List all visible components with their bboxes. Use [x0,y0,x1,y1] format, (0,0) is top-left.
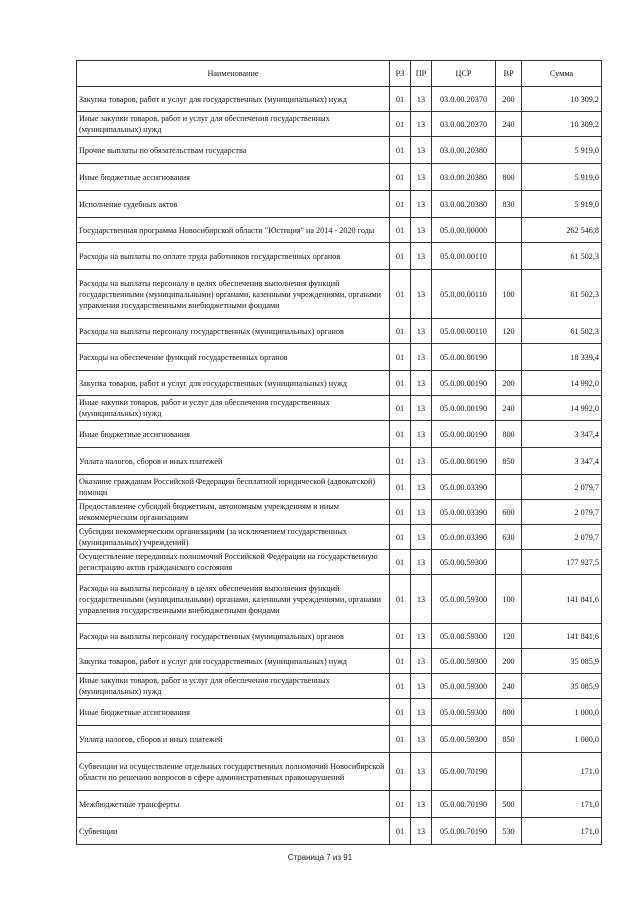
row-sum-cell: 2 079,7 [522,475,602,500]
row-sum-cell: 35 085,9 [522,674,602,699]
table-row [77,674,602,699]
row-vr-cell: 200 [496,371,522,396]
row-name-cell: Иные закупки товаров, работ и услуг для обеспечения государственных (муниципальных) нужд [77,112,390,137]
row-csr-cell: 03.0.00.20380 [432,191,496,218]
row-rz-cell: 01 [390,550,411,575]
row-sum-cell: 5 919,0 [522,164,602,191]
row-rz-cell: 01 [390,791,411,818]
table-header-row [77,61,602,87]
row-pr-cell: 13 [411,624,432,649]
row-csr-cell: 05.0.00.00110 [432,319,496,344]
row-name-cell: Расходы на обеспечение функций государственных органов [77,344,390,371]
row-pr-cell: 13 [411,448,432,475]
row-rz-cell: 01 [390,448,411,475]
row-name-cell: Осуществление переданных полномочий Российской Федерации на государственную регистрацию актов гражданского состояния [77,550,390,575]
row-pr-cell: 13 [411,753,432,791]
table-row [77,191,602,218]
row-name-cell: Государственная программа Новосибирской области "Юстиция" на 2014 - 2020 годы [77,218,390,243]
row-csr-cell: 05.0.00.70190 [432,753,496,791]
row-vr-cell [496,475,522,500]
row-csr-cell: 03.0.00.20380 [432,164,496,191]
row-rz-cell: 01 [390,699,411,726]
row-csr-cell: 03.0.00.20370 [432,112,496,137]
row-name-cell: Расходы на выплаты по оплате труда работников государственных органов [77,243,390,270]
table-row [77,500,602,525]
table-row [77,421,602,448]
row-sum-cell: 3 347,4 [522,448,602,475]
row-name-cell: Уплата налогов, сборов и иных платежей [77,448,390,475]
row-csr-cell: 03.0.00.20370 [432,87,496,112]
row-pr-cell: 13 [411,818,432,845]
table-row [77,649,602,674]
row-name-cell: Прочие выплаты по обязательствам государства [77,137,390,164]
row-rz-cell: 01 [390,525,411,550]
row-rz-cell: 01 [390,87,411,112]
table-row [77,396,602,421]
row-sum-cell: 262 546,8 [522,218,602,243]
row-sum-cell: 5 919,0 [522,137,602,164]
row-vr-cell: 240 [496,112,522,137]
row-csr-cell: 03.0.00.20380 [432,137,496,164]
row-name-cell: Межбюджетные трансферты [77,791,390,818]
row-pr-cell: 13 [411,371,432,396]
row-vr-cell: 600 [496,500,522,525]
row-vr-cell: 240 [496,674,522,699]
row-rz-cell: 01 [390,726,411,753]
row-pr-cell: 13 [411,500,432,525]
row-pr-cell: 13 [411,112,432,137]
row-name-cell: Иные бюджетные ассигнования [77,699,390,726]
row-name-cell: Субвенции [77,818,390,845]
table-row [77,699,602,726]
row-vr-cell [496,753,522,791]
row-pr-cell: 13 [411,87,432,112]
table-row [77,319,602,344]
row-pr-cell: 13 [411,791,432,818]
row-sum-cell: 2 079,7 [522,500,602,525]
row-csr-cell: 05.0.00.03390 [432,500,496,525]
row-sum-cell: 14 992,0 [522,371,602,396]
row-name-cell: Расходы на выплаты персоналу государственных (муниципальных) органов [77,319,390,344]
row-rz-cell: 01 [390,421,411,448]
row-name-cell: Закупка товаров, работ и услуг для государственных (муниципальных) нужд [77,649,390,674]
row-pr-cell: 13 [411,164,432,191]
table-row [77,818,602,845]
row-sum-cell: 10 309,2 [522,87,602,112]
row-pr-cell: 13 [411,674,432,699]
row-rz-cell: 01 [390,164,411,191]
header-pr: ПР [411,61,432,87]
row-sum-cell: 171,0 [522,818,602,845]
row-csr-cell: 05.0.00.70190 [432,791,496,818]
row-sum-cell: 61 502,3 [522,243,602,270]
row-sum-cell: 61 502,3 [522,270,602,319]
header-rz: РЗ [390,61,411,87]
row-name-cell: Закупка товаров, работ и услуг для государственных (муниципальных) нужд [77,87,390,112]
row-rz-cell: 01 [390,137,411,164]
row-sum-cell: 61 502,3 [522,319,602,344]
row-rz-cell: 01 [390,396,411,421]
row-sum-cell: 171,0 [522,753,602,791]
page-number: Страница 7 из 91 [287,853,353,862]
row-rz-cell: 01 [390,818,411,845]
row-pr-cell: 13 [411,396,432,421]
row-vr-cell: 120 [496,624,522,649]
row-sum-cell: 2 079,7 [522,525,602,550]
row-vr-cell [496,344,522,371]
row-csr-cell: 05.0.00.59300 [432,699,496,726]
row-pr-cell: 13 [411,726,432,753]
row-sum-cell: 171,0 [522,791,602,818]
row-name-cell: Оказание гражданам Российской Федерации бесплатной юридической (адвокатской) помощи [77,475,390,500]
row-pr-cell: 13 [411,575,432,624]
row-pr-cell: 13 [411,191,432,218]
row-sum-cell: 3 347,4 [522,421,602,448]
row-csr-cell: 05.0.00.00110 [432,243,496,270]
row-rz-cell: 01 [390,575,411,624]
row-vr-cell: 100 [496,270,522,319]
row-rz-cell: 01 [390,243,411,270]
table-row [77,243,602,270]
row-vr-cell [496,137,522,164]
table-row [77,575,602,624]
row-sum-cell: 35 085,9 [522,649,602,674]
row-vr-cell [496,550,522,575]
row-vr-cell: 800 [496,421,522,448]
row-pr-cell: 13 [411,137,432,164]
row-name-cell: Иные закупки товаров, работ и услуг для обеспечения государственных (муниципальных) нужд [77,396,390,421]
row-pr-cell: 13 [411,319,432,344]
table-row [77,270,602,319]
table-row [77,218,602,243]
row-rz-cell: 01 [390,674,411,699]
row-vr-cell: 800 [496,699,522,726]
row-name-cell: Закупка товаров, работ и услуг для государственных (муниципальных) нужд [77,371,390,396]
header-vr: ВР [496,61,522,87]
table-row [77,448,602,475]
table-row [77,753,602,791]
row-name-cell: Исполнение судебных актов [77,191,390,218]
row-csr-cell: 05.0.00.00190 [432,396,496,421]
row-name-cell: Расходы на выплаты персоналу в целях обеспечения выполнения функций государственными (муниципальными) органами, казенными учреждениями, органами управления государственными внебюджетными фондами [77,270,390,319]
row-vr-cell: 500 [496,791,522,818]
row-vr-cell: 830 [496,191,522,218]
row-csr-cell: 05.0.00.00110 [432,270,496,319]
header-csr: ЦСР [432,61,496,87]
table-row [77,791,602,818]
row-rz-cell: 01 [390,753,411,791]
row-sum-cell: 1 000,0 [522,699,602,726]
row-rz-cell: 01 [390,475,411,500]
row-csr-cell: 05.0.00.00190 [432,371,496,396]
row-pr-cell: 13 [411,344,432,371]
header-name: Наименование [77,61,390,87]
row-csr-cell: 05.0.00.59300 [432,624,496,649]
row-pr-cell: 13 [411,270,432,319]
row-vr-cell [496,218,522,243]
table-row [77,624,602,649]
row-vr-cell: 120 [496,319,522,344]
row-csr-cell: 05.0.00.59300 [432,575,496,624]
row-rz-cell: 01 [390,319,411,344]
row-rz-cell: 01 [390,344,411,371]
row-rz-cell: 01 [390,649,411,674]
row-sum-cell: 5 919,0 [522,191,602,218]
table-row [77,112,602,137]
row-sum-cell: 1 000,0 [522,726,602,753]
row-vr-cell: 850 [496,726,522,753]
row-sum-cell: 141 841,6 [522,624,602,649]
table-row [77,344,602,371]
table-row [77,726,602,753]
row-vr-cell: 800 [496,164,522,191]
row-csr-cell: 05.0.00.00190 [432,344,496,371]
table-row [77,525,602,550]
row-pr-cell: 13 [411,550,432,575]
row-vr-cell: 240 [496,396,522,421]
row-name-cell: Расходы на выплаты персоналу государственных (муниципальных) органов [77,624,390,649]
row-pr-cell: 13 [411,218,432,243]
table-row [77,137,602,164]
row-csr-cell: 05.0.00.59300 [432,649,496,674]
row-csr-cell: 05.0.00.59300 [432,550,496,575]
row-pr-cell: 13 [411,421,432,448]
row-rz-cell: 01 [390,270,411,319]
row-pr-cell: 13 [411,525,432,550]
row-vr-cell: 630 [496,525,522,550]
row-pr-cell: 13 [411,699,432,726]
row-sum-cell: 141 841,6 [522,575,602,624]
row-vr-cell: 200 [496,649,522,674]
row-sum-cell: 14 992,0 [522,396,602,421]
budget-table [76,60,602,845]
row-csr-cell: 05.0.00.00000 [432,218,496,243]
row-name-cell: Субвенции на осуществление отдельных государственных полномочий Новосибирской области по решению вопросов в сфере административных правонарушений [77,753,390,791]
table-row [77,371,602,396]
row-csr-cell: 05.0.00.00190 [432,421,496,448]
row-name-cell: Уплата налогов, сборов и иных платежей [77,726,390,753]
row-sum-cell: 18 339,4 [522,344,602,371]
header-sum: Сумма [522,61,602,87]
row-name-cell: Иные бюджетные ассигнования [77,421,390,448]
row-sum-cell: 10 309,2 [522,112,602,137]
row-rz-cell: 01 [390,500,411,525]
row-rz-cell: 01 [390,112,411,137]
table-row [77,87,602,112]
row-name-cell: Иные бюджетные ассигнования [77,164,390,191]
table-row [77,164,602,191]
row-vr-cell: 530 [496,818,522,845]
row-csr-cell: 05.0.00.03390 [432,475,496,500]
row-name-cell: Субсидии некоммерческим организациям (за исключением государственных (муниципальных) учреждений) [77,525,390,550]
row-csr-cell: 05.0.00.59300 [432,726,496,753]
row-rz-cell: 01 [390,191,411,218]
row-pr-cell: 13 [411,649,432,674]
row-rz-cell: 01 [390,624,411,649]
row-name-cell: Иные закупки товаров, работ и услуг для обеспечения государственных (муниципальных) нужд [77,674,390,699]
row-name-cell: Предоставление субсидий бюджетным, автономным учреждениям и иным некоммерческим организациям [77,500,390,525]
row-csr-cell: 05.0.00.03390 [432,525,496,550]
row-csr-cell: 05.0.00.00190 [432,448,496,475]
row-pr-cell: 13 [411,243,432,270]
row-name-cell: Расходы на выплаты персоналу в целях обеспечения выполнения функций государственными (муниципальными) органами, казенными учреждениями, органами управления государственными внебюджетными фондами [77,575,390,624]
row-vr-cell: 100 [496,575,522,624]
row-pr-cell: 13 [411,475,432,500]
row-csr-cell: 05.0.00.59300 [432,674,496,699]
row-rz-cell: 01 [390,218,411,243]
row-vr-cell: 200 [496,87,522,112]
row-vr-cell: 850 [496,448,522,475]
row-csr-cell: 05.0.00.70190 [432,818,496,845]
row-vr-cell [496,243,522,270]
table-row [77,475,602,500]
row-sum-cell: 177 927,5 [522,550,602,575]
table-row [77,550,602,575]
row-rz-cell: 01 [390,371,411,396]
